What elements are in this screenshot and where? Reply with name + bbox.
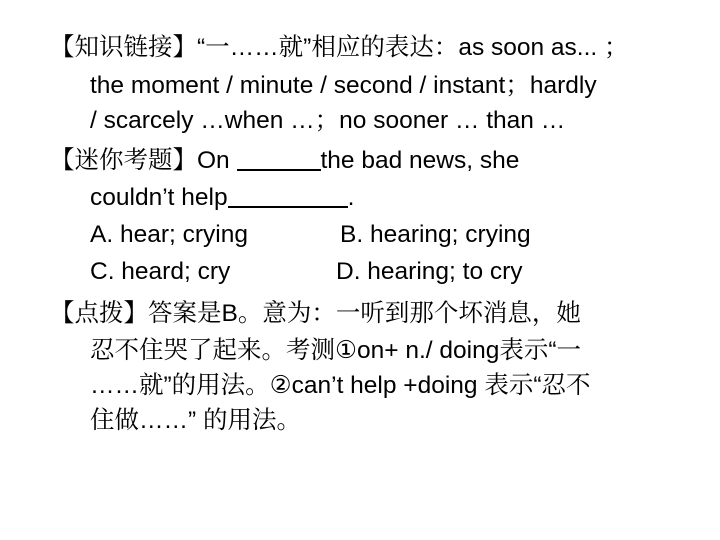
quiz-heading: 【迷你考题】 xyxy=(50,147,197,174)
answer-blank-2 xyxy=(228,182,348,208)
knowledge-line-3: / scarcely …when …；no sooner … than … xyxy=(90,107,566,134)
quiz-line-2 xyxy=(90,180,354,216)
quiz-text-1: On xyxy=(197,147,237,174)
option-c: C. heard; cry xyxy=(90,258,231,285)
answer-heading: 【点拨】 xyxy=(50,300,148,327)
quiz-text-4: . xyxy=(347,184,355,211)
option-a: A. hear; crying xyxy=(90,221,248,248)
answer-line-4: 住做……” 的用法。 xyxy=(90,407,301,434)
knowledge-line-2: the moment / minute / second / instant；hardly xyxy=(90,72,597,99)
option-d: D. hearing; to cry xyxy=(336,258,523,285)
answer-line-3: ……就”的用法。②can’t help +doing 表示“忍不 xyxy=(90,372,591,399)
answer-line-1 xyxy=(50,296,581,332)
answer-blank-1 xyxy=(237,145,321,171)
answer-text-1: 答案是B。意为：一听到那个坏消息，她 xyxy=(148,300,581,327)
quiz-text-2: the bad news, she xyxy=(320,147,520,174)
knowledge-text-1: “一……就”相应的表达：as soon as... ； xyxy=(197,34,629,61)
option-b: B. hearing; crying xyxy=(340,221,531,248)
quiz-text-3: couldn’t help xyxy=(90,184,228,211)
answer-line-2: 忍不住哭了起来。考测①on+ n./ doing表示“一 xyxy=(90,337,581,364)
quiz-line-1 xyxy=(50,143,519,179)
knowledge-line-1 xyxy=(50,30,629,66)
knowledge-heading: 【知识链接】 xyxy=(50,34,197,61)
